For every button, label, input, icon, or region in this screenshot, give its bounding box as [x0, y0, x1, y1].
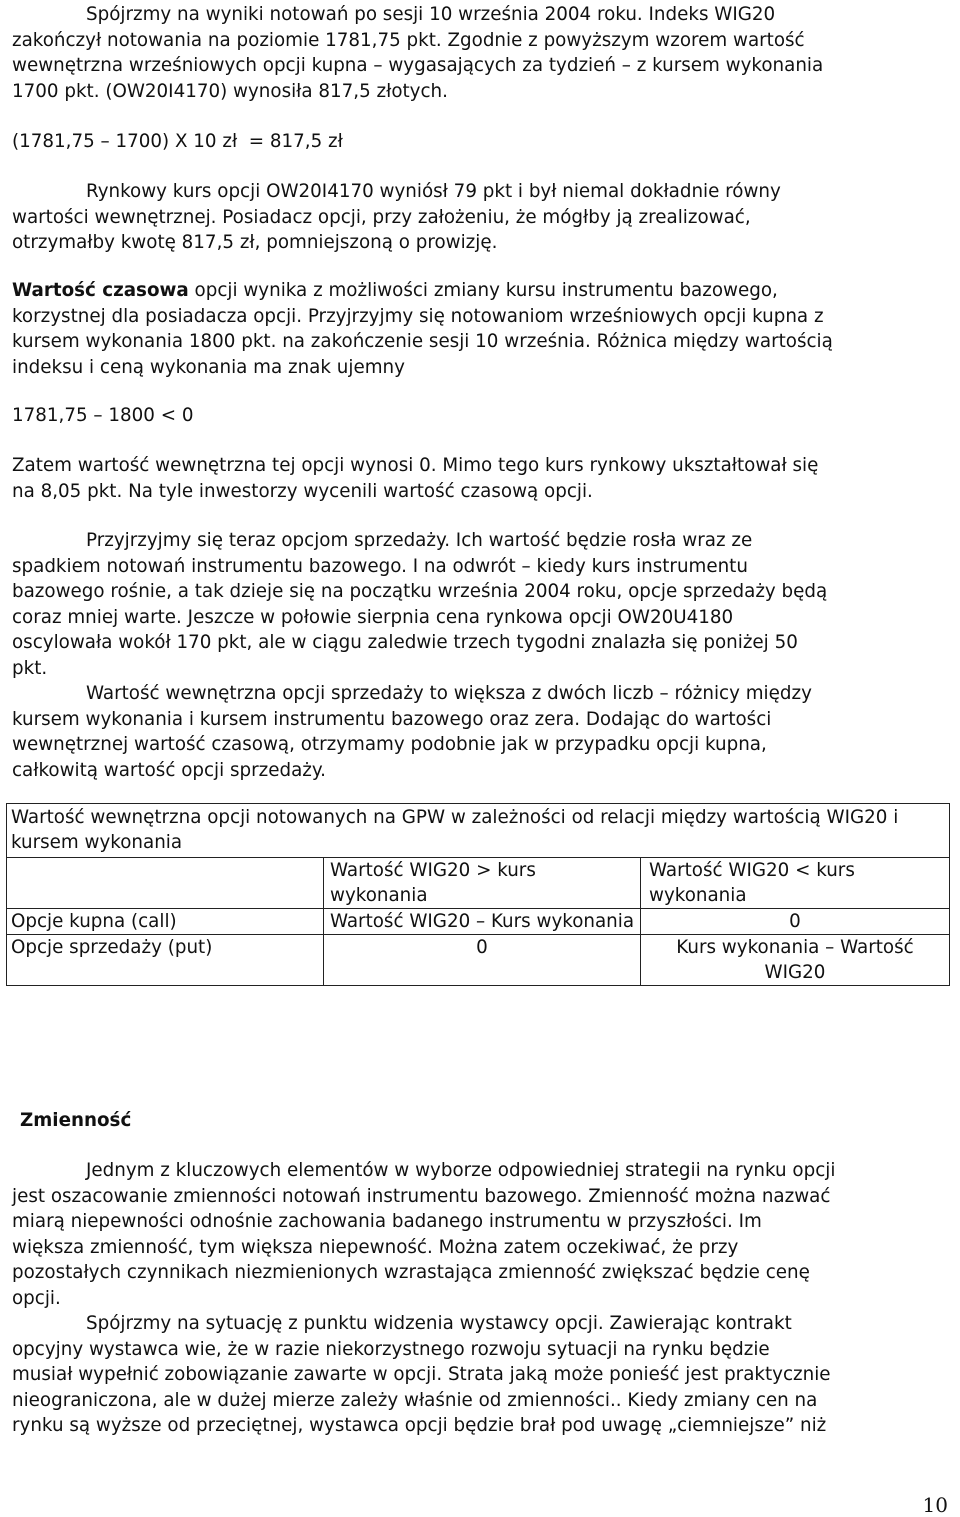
formula-text: (1781,75 – 1700) X 10 zł = 817,5 zł	[12, 131, 343, 152]
text-line: opcji.	[12, 1287, 61, 1309]
text-line: otrzymałby kwotę 817,5 zł, pomniejszoną o prowizję.	[12, 232, 498, 253]
table-row-label: Opcje sprzedaży (put)	[7, 935, 324, 986]
text-line: Zatem wartość wewnętrzna tej opcji wynosi 0. Mimo tego kurs rynkowy ukształtował się	[12, 455, 819, 476]
table-header-empty	[7, 858, 324, 909]
text-line: 1700 pkt. (OW20I4170) wynosiła 817,5 złotych.	[12, 80, 448, 102]
text-line: Spójrzmy na sytuację z punktu widzenia wystawcy opcji. Zawierając kontrakt	[86, 1313, 792, 1334]
text-line: Jednym z kluczowych elementów w wyborze odpowiedniej strategii na rynku opcji	[86, 1160, 836, 1181]
text-line: Spójrzmy na wyniki notowań po sesji 10 września 2004 roku. Indeks WIG20	[86, 4, 776, 25]
table-cell: 0	[324, 935, 641, 986]
text-line: jest oszacowanie zmienności notowań instrumentu bazowego. Zmienność można nazwać	[12, 1185, 831, 1207]
text-line: korzystnej dla posiadacza opcji. Przyjrzyjmy się notowaniom wrześniowych opcji kupna z	[12, 305, 824, 327]
text-line: miarą niepewności odnośnie zachowania badanego instrumentu w przyszłości. Im	[12, 1211, 762, 1232]
time-value-term: Wartość czasowa	[12, 280, 189, 301]
table-cell: Kurs wykonania – Wartość WIG20	[641, 935, 950, 986]
text-line: pkt.	[12, 657, 48, 679]
text-line: indeksu i ceną wykonania ma znak ujemny	[12, 356, 405, 378]
volatility-paragraph	[12, 1158, 948, 1439]
text-line	[12, 278, 948, 304]
table-caption-row	[7, 804, 950, 858]
time-value-paragraph	[12, 278, 948, 380]
market-price-paragraph	[12, 179, 948, 256]
text-line: kursem wykonania i kursem instrumentu bazowego oraz zera. Dodając do wartości	[12, 708, 772, 730]
table-header-greater: Wartość WIG20 > kurs wykonania	[324, 858, 641, 909]
text-line: wewnętrzna wrześniowych opcji kupna – wygasających za tydzień – z kursem wykonania	[12, 55, 824, 76]
table-row	[7, 909, 950, 935]
text-line: rynku są wyższe od przeciętnej, wystawca opcji będzie brał pod uwagę „ciemniejsze” niż	[12, 1415, 827, 1436]
text-line: zakończył notowania na poziomie 1781,75 pkt. Zgodnie z powyższym wzorem wartość	[12, 29, 805, 51]
text-line: pozostałych czynnikach niezmienionych wzrastająca zmienność zwiększać będzie cenę	[12, 1262, 810, 1283]
table-row	[7, 935, 950, 986]
text-line: całkowitą wartość opcji sprzedaży.	[12, 759, 326, 781]
formula-intrinsic-call	[12, 129, 948, 155]
intrinsic-value-table	[6, 803, 950, 986]
table-row-label: Opcje kupna (call)	[7, 909, 324, 935]
table-cell: 0	[641, 909, 950, 935]
page-number: 10	[922, 1493, 948, 1517]
text-line: Wartość wewnętrzna opcji sprzedaży to większa z dwóch liczb – różnicy między	[86, 683, 812, 704]
text-line: wartości wewnętrznej. Posiadacz opcji, przy założeniu, że mógłby ją zrealizować,	[12, 206, 751, 228]
text-line: opcyjny wystawca wie, że w razie niekorzystnego rozwoju sytuacji na rynku będzie	[12, 1338, 770, 1360]
text-line: Przyjrzyjmy się teraz opcjom sprzedaży. Ich wartość będzie rosła wraz ze	[86, 530, 753, 551]
text-line: bazowego rośnie, a tak dzieje się na początku września 2004 roku, opcje sprzedaży będą	[12, 581, 828, 602]
text-line: spadkiem notowań instrumentu bazowego. I na odwrót – kiedy kurs instrumentu	[12, 555, 748, 577]
zero-intrinsic-paragraph	[12, 453, 948, 504]
formula-negative-difference	[12, 403, 948, 429]
formula-text: 1781,75 – 1800 < 0	[12, 405, 194, 426]
table-caption: Wartość wewnętrzna opcji notowanych na GPW w zależności od relacji między wartością WIG20 i kursem wykonania	[7, 804, 950, 858]
text-line: nieograniczona, ale w dużej mierze zależy właśnie od zmienności.. Kiedy zmiany cen na	[12, 1389, 818, 1411]
table-header-less: Wartość WIG20 < kurs wykonania	[641, 858, 950, 909]
text-line: wewnętrznej wartość czasową, otrzymamy podobnie jak w przypadku opcji kupna,	[12, 734, 767, 755]
heading-text: Zmienność	[20, 1110, 132, 1131]
intro-paragraph	[12, 2, 948, 104]
text-line: coraz mniej warte. Jeszcze w połowie sierpnia cena rynkowa opcji OW20U4180	[12, 606, 734, 628]
section-heading	[20, 1108, 956, 1134]
text-fragment: opcji wynika z możliwości zmiany kursu instrumentu bazowego,	[188, 280, 778, 301]
table-cell: Wartość WIG20 – Kurs wykonania	[324, 909, 641, 935]
text-line: na 8,05 pkt. Na tyle inwestorzy wycenili wartość czasową opcji.	[12, 480, 593, 502]
table-header-row	[7, 858, 950, 909]
text-line: kursem wykonania 1800 pkt. na zakończenie sesji 10 września. Różnica między wartością	[12, 331, 833, 352]
text-line: musiał wypełnić zobowiązanie zawarte w opcji. Strata jaką może ponieść jest praktycznie	[12, 1364, 831, 1385]
text-line: większa zmienność, tym większa niepewność. Można zatem oczekiwać, że przy	[12, 1236, 739, 1258]
put-options-paragraph	[12, 528, 948, 783]
text-line: Rynkowy kurs opcji OW20I4170 wyniósł 79 pkt i był niemal dokładnie równy	[86, 181, 781, 202]
text-line: oscylowała wokół 170 pkt, ale w ciągu zaledwie trzech tygodni znalazła się poniżej 50	[12, 632, 798, 653]
